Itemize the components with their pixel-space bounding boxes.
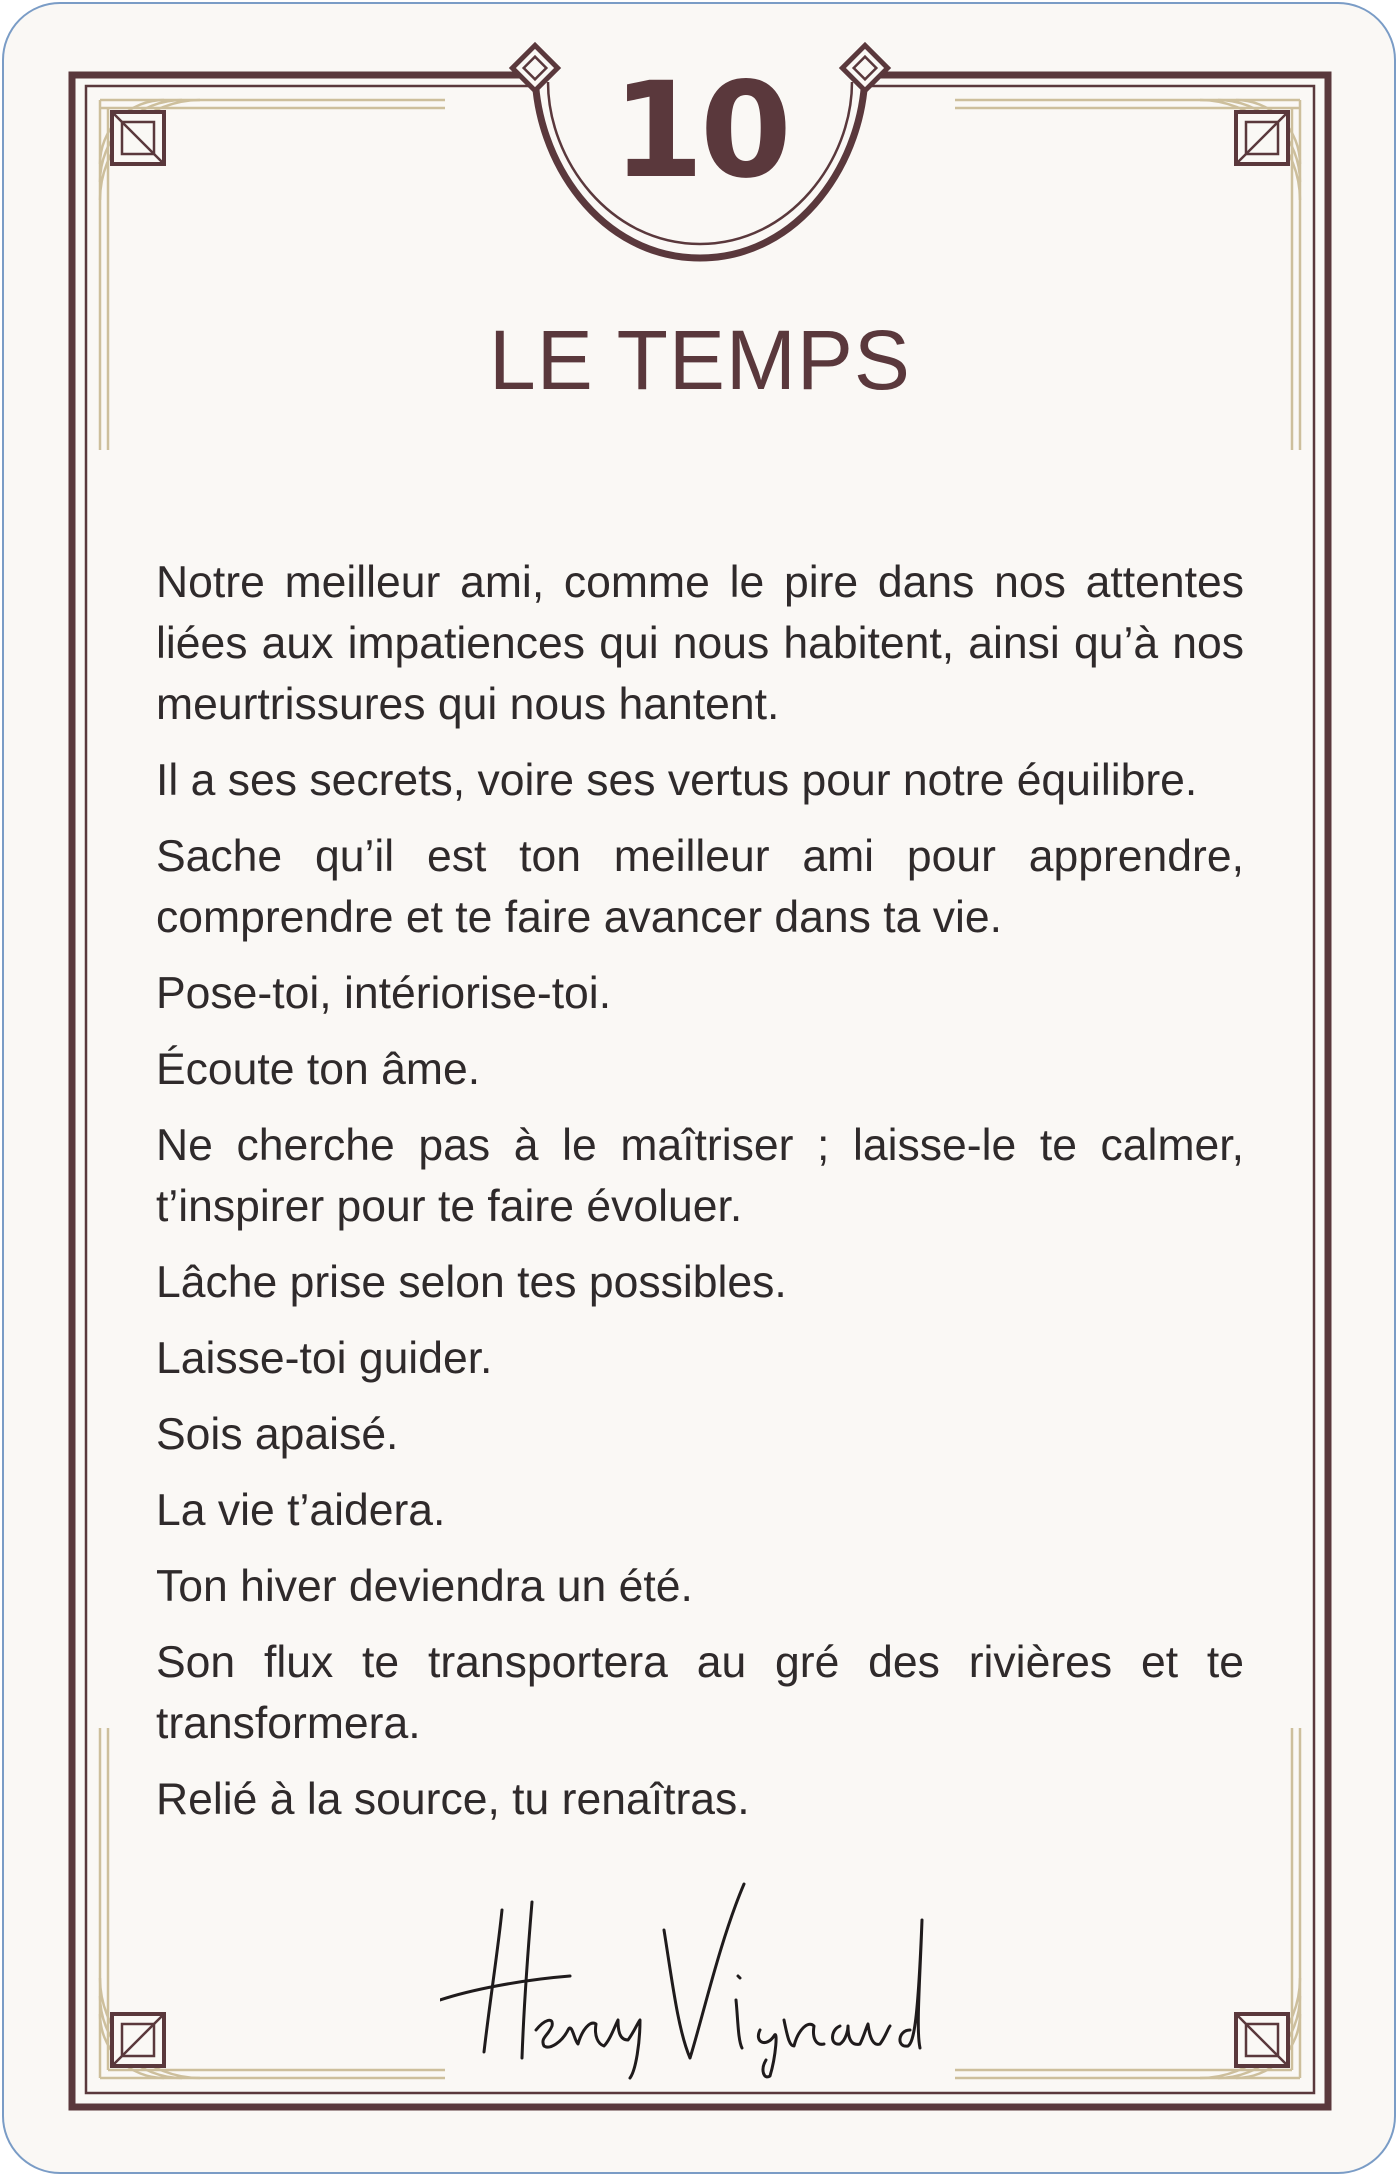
paragraph: Pose-toi, intériorise-toi.: [156, 969, 612, 1018]
paragraph: Relié à la source, tu renaîtras.: [156, 1775, 750, 1824]
paragraph: Écoute ton âme.: [156, 1045, 481, 1094]
corner-ornament-icon-bottom-right: [1200, 1978, 1300, 2078]
card-title: LE TEMPS: [489, 313, 911, 407]
paragraph: Il a ses secrets, voire ses vertus pour notre équilibre.: [156, 756, 1198, 805]
card-number: 10: [612, 54, 788, 208]
card-body: [156, 552, 1244, 1845]
corner-ornament-icon-top-left: [100, 100, 200, 200]
paragraph: Sache qu’il est ton meilleur ami pour apprendre, comprendre et te faire avancer dans ta vie.: [156, 832, 1244, 942]
paragraph: Laisse-toi guider.: [156, 1334, 493, 1383]
corner-ornament-icon-top-right: [1200, 100, 1300, 200]
paragraph: La vie t’aidera.: [156, 1486, 446, 1535]
paragraph: Son flux te transportera au gré des rivières et te transformera.: [156, 1638, 1244, 1748]
paragraph: Notre meilleur ami, comme le pire dans nos attentes liées aux impatiences qui nous habitent, ainsi qu’à nos meurtrissures qui nous hantent.: [156, 558, 1244, 729]
paragraph: Lâche prise selon tes possibles.: [156, 1258, 787, 1307]
paragraph: Ne cherche pas à le maîtriser ; laisse-le te calmer, t’inspirer pour te faire évoluer.: [156, 1121, 1244, 1231]
signature: [440, 1880, 960, 2080]
paragraph: Sois apaisé.: [156, 1410, 399, 1459]
corner-ornament-icon-bottom-left: [100, 1978, 200, 2078]
paragraph: Ton hiver deviendra un été.: [156, 1562, 693, 1611]
